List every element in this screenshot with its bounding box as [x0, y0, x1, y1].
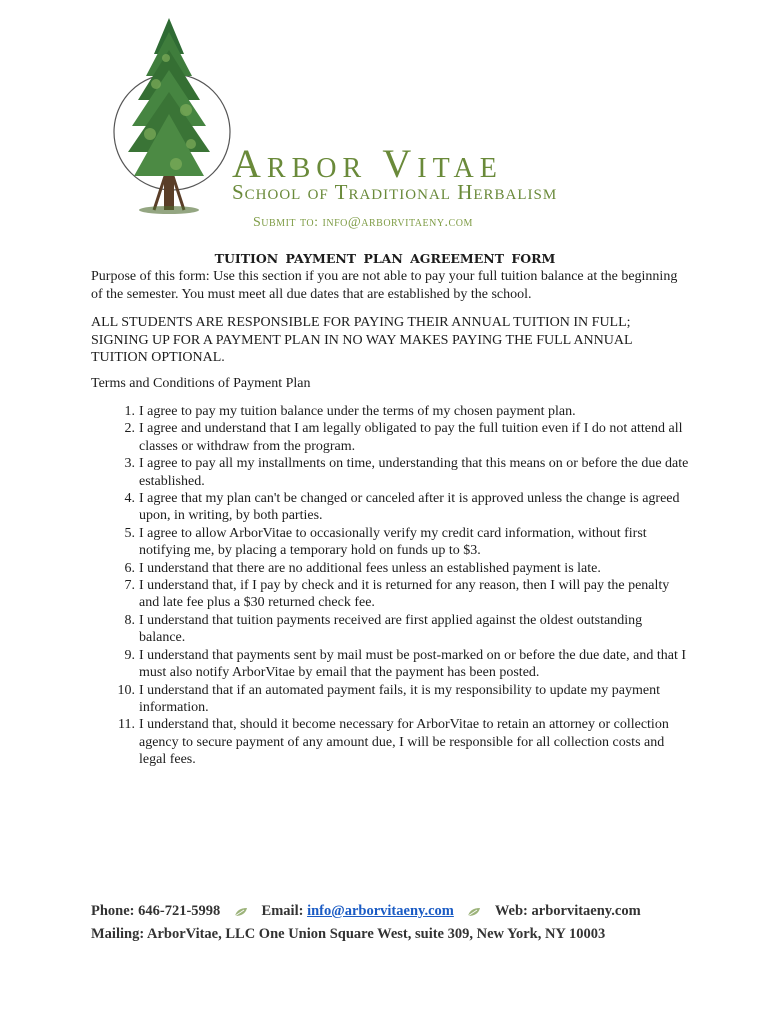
- list-item-text: I understand that, if I pay by check and it is returned for any reason, then I will pay the penalty and late fee plus a $30 returned check fee.: [139, 578, 670, 611]
- list-item-text: I understand that if an automated payment fails, it is my responsibility to update my payment information.: [139, 682, 661, 715]
- footer-email-link[interactable]: info@arborvitaeny.com: [307, 903, 454, 919]
- footer-mailing-address: Mailing: ArborVitae, LLC One Union Square West, suite 309, New York, NY 10003: [91, 926, 606, 942]
- notice-paragraph: ALL STUDENTS ARE RESPONSIBLE FOR PAYING THEIR ANNUAL TUITION IN FULL; SIGNING UP FOR A PAYMENT PLAN IN NO WAY MAKES PAYING THE FULL ANNUAL TUITION OPTIONAL.: [91, 315, 633, 365]
- logo-title: Arbor Vitae: [232, 141, 503, 186]
- leaf-icon: [467, 907, 481, 917]
- submit-line: Submit to: info@arborvitaeny.com: [253, 215, 473, 230]
- list-item-text: I agree and understand that I am legally obligated to pay the full tuition even if I do not attend all classes or withdraw from the program.: [139, 421, 683, 454]
- list-item-number: 2.: [124, 421, 135, 437]
- form-title: TUITION PAYMENT PLAN AGREEMENT FORM: [214, 251, 556, 266]
- list-item-text: I agree to allow ArborVitae to occasionally verify my credit card information, without first notifying me, by placing a temporary hold on funds up to $3.: [139, 525, 647, 559]
- list-item-text: I understand that payments sent by mail must be post-marked on or before the due date, and that I must also notify ArborVitae by email that the payment has been posted.: [139, 647, 687, 681]
- list-item: [111, 490, 691, 525]
- list-item-number: 11.: [118, 717, 135, 733]
- list-item-number: 8.: [124, 612, 135, 628]
- list-item-text: I understand that tuition payments received are first applied against the oldest outstanding balance.: [139, 612, 643, 646]
- list-item: [111, 525, 691, 560]
- list-item-text: I understand that there are no additional fees unless an established payment is late.: [139, 560, 601, 576]
- footer-contact-line: [91, 903, 731, 920]
- list-item: [111, 612, 691, 647]
- list-item: [111, 420, 691, 455]
- purpose-paragraph: Purpose of this form: Use this section if you are not able to pay your full tuition balance at the beginning of the semester. You must meet all due dates that are established by the school.: [91, 269, 678, 302]
- footer-phone: Phone: 646-721-5998: [91, 903, 221, 919]
- list-item: [111, 560, 691, 577]
- terms-list: [111, 403, 691, 769]
- list-item-number: 7.: [124, 578, 135, 594]
- list-item-text: I understand that, should it become necessary for ArborVitae to retain an attorney or collection agency to secure payment of any amount due, I will be responsible for all collection costs and legal fees.: [139, 717, 669, 768]
- pine-tree-icon: [106, 14, 234, 214]
- list-item-number: 6.: [124, 560, 135, 576]
- list-item-text: I agree to pay all my installments on time, understanding that this means on or before the due date established.: [139, 456, 689, 489]
- list-item: [111, 455, 691, 490]
- list-item-number: 4.: [124, 491, 135, 507]
- list-item: [111, 577, 691, 612]
- list-item-text: I agree to pay my tuition balance under the terms of my chosen payment plan.: [139, 404, 576, 419]
- terms-heading: Terms and Conditions of Payment Plan: [91, 376, 311, 391]
- list-item: [111, 716, 691, 768]
- footer-web: Web: arborvitaeny.com: [494, 903, 641, 919]
- list-item: [111, 647, 691, 682]
- leaf-icon: [234, 907, 248, 917]
- list-item-number: 10.: [117, 682, 135, 698]
- logo-subtitle: School of Traditional Herbalism: [232, 180, 558, 204]
- list-item-number: 3.: [124, 456, 135, 472]
- list-item-number: 1.: [124, 404, 135, 419]
- list-item-text: I agree that my plan can't be changed or canceled after it is approved unless the change is agreed upon, in writing, by both parties.: [139, 491, 680, 524]
- list-item-number: 5.: [124, 525, 135, 541]
- list-item: [111, 403, 691, 420]
- list-item: [111, 682, 691, 717]
- footer-email-label: Email:: [261, 903, 304, 919]
- list-item-number: 9.: [124, 647, 135, 663]
